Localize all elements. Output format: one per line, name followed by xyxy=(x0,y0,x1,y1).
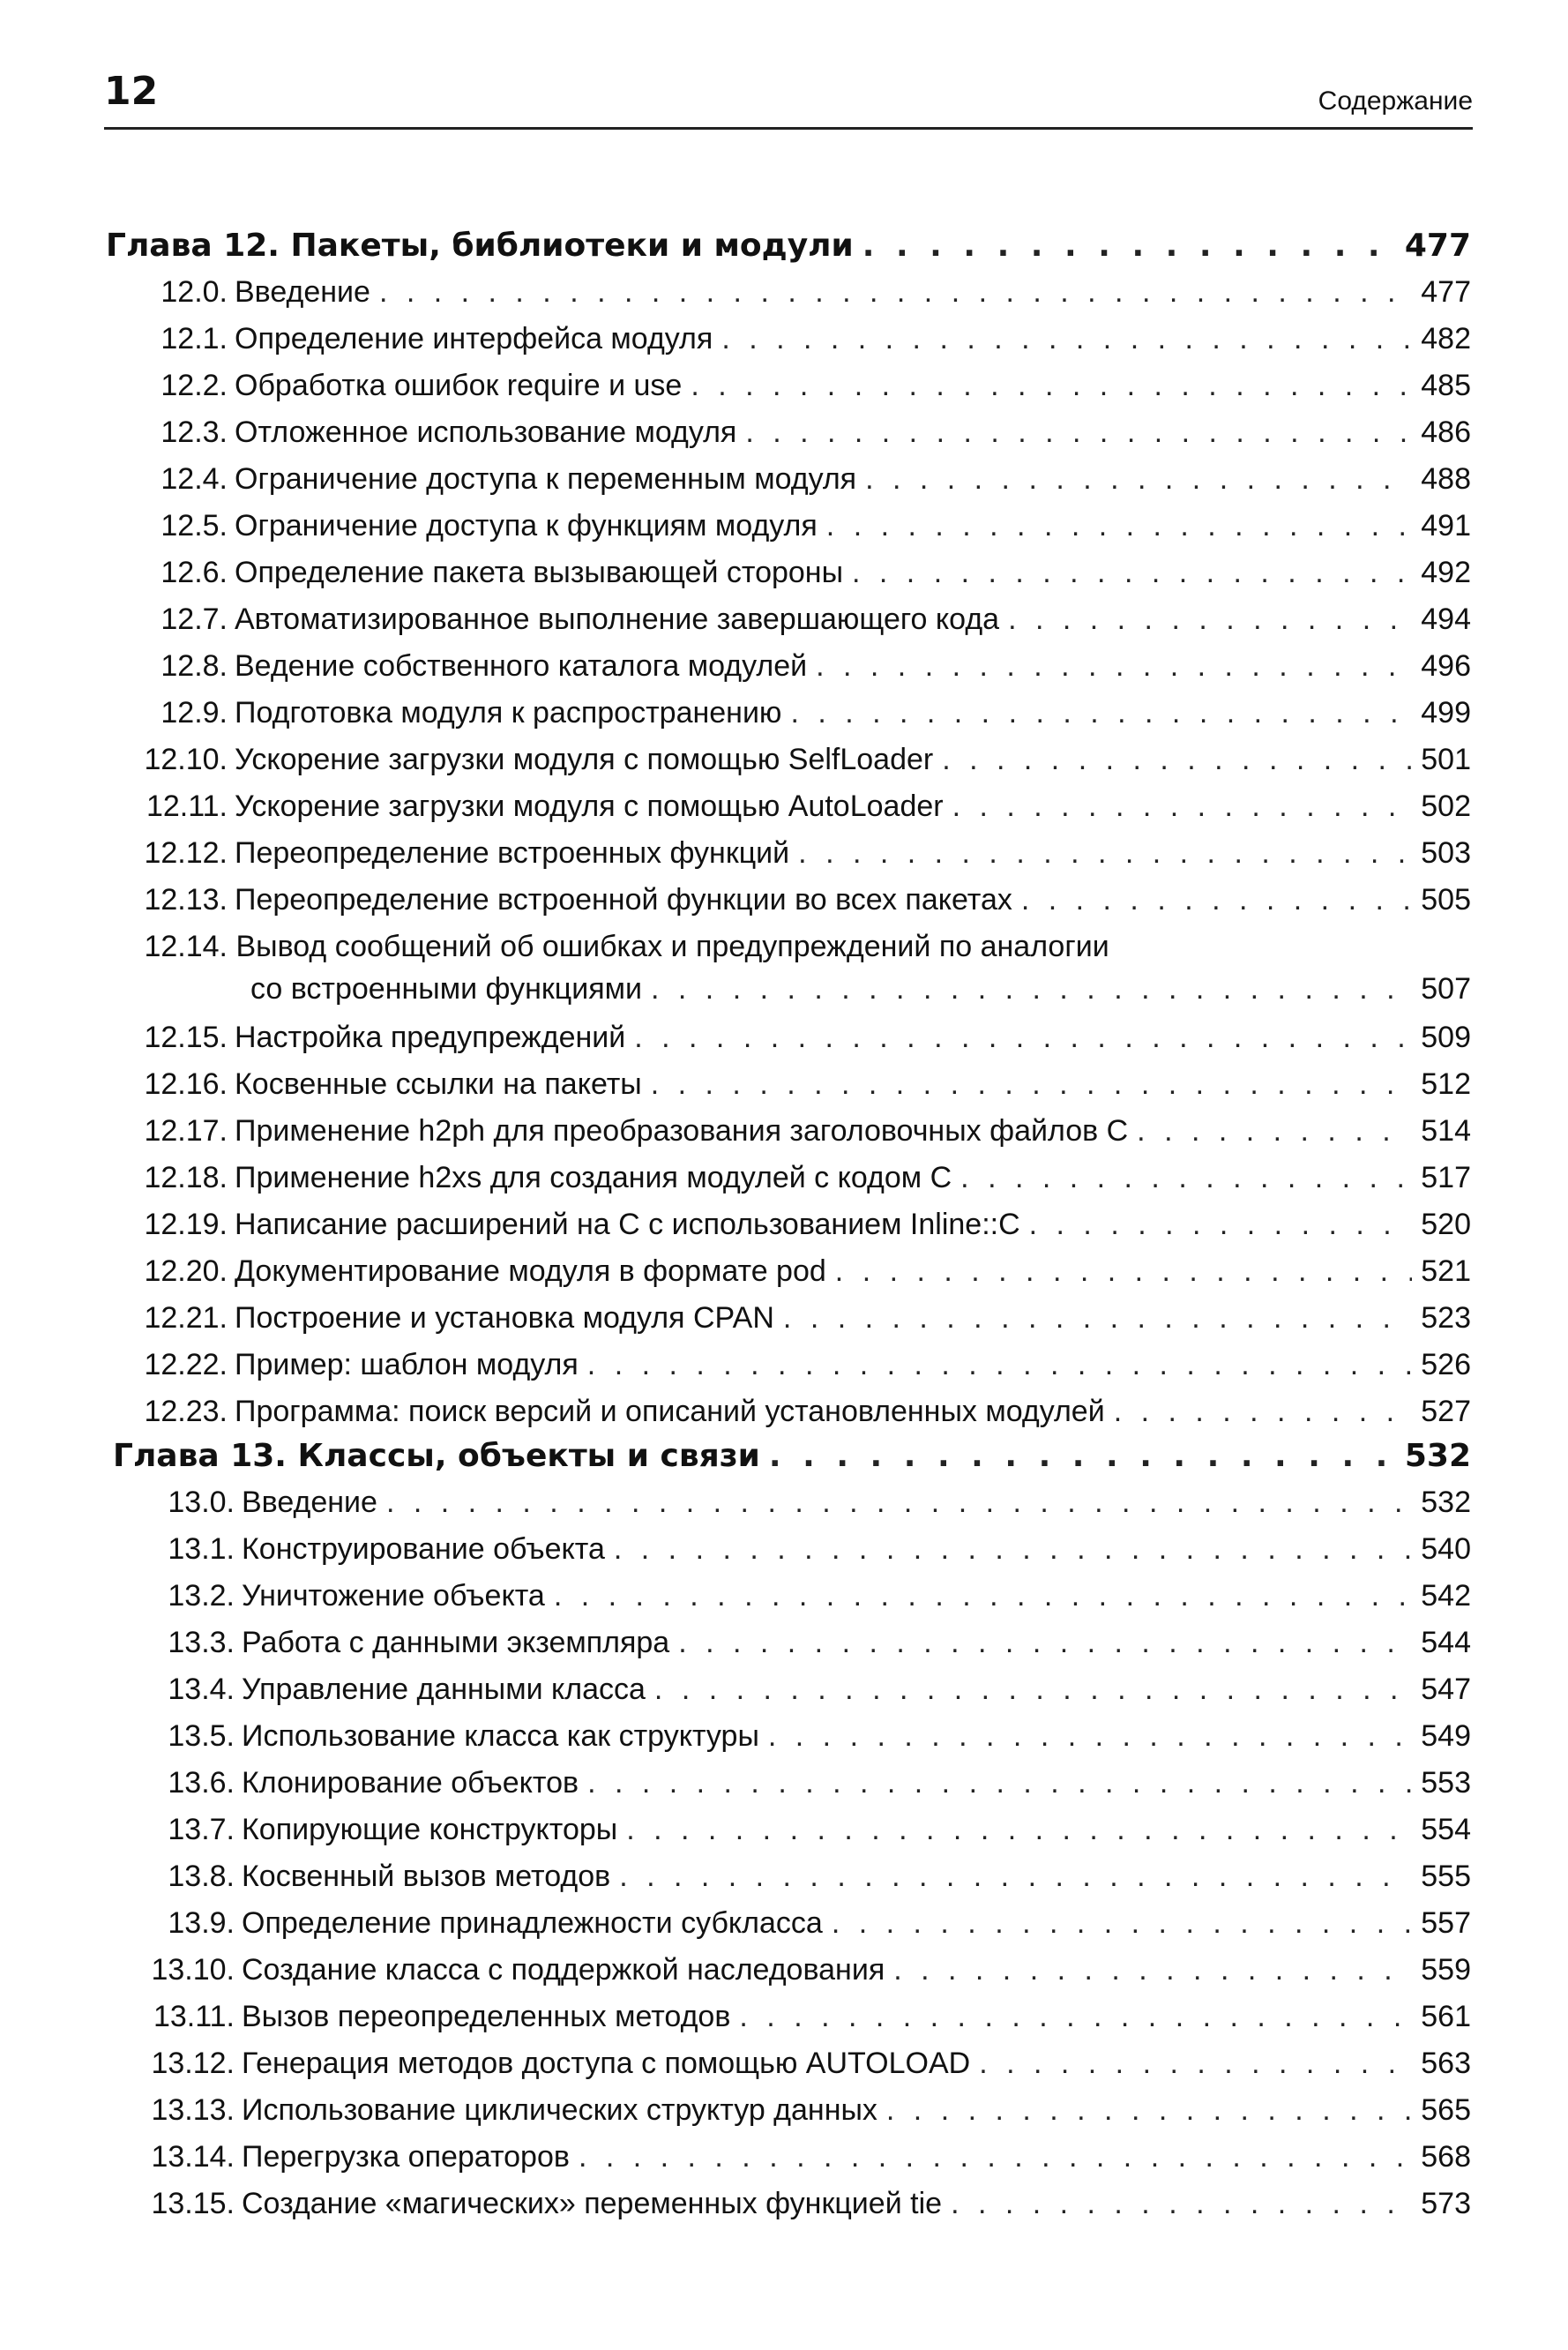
entry-number: 12.17. xyxy=(144,1113,228,1148)
entry-page: 544 xyxy=(1421,1626,1471,1660)
dot-leader xyxy=(713,322,1412,356)
entry-page: 573 xyxy=(1421,2187,1471,2221)
toc-entry[interactable] xyxy=(129,1906,1471,1941)
toc-entry[interactable] xyxy=(122,1208,1471,1242)
entry-title: Создание класса с поддержкой наследования xyxy=(242,1953,885,1987)
entry-page: 542 xyxy=(1421,1579,1471,1613)
toc-entry[interactable] xyxy=(129,1673,1471,1707)
entry-title: Написание расширений на С с использованием Inline::C xyxy=(235,1207,1020,1241)
entry-page: 532 xyxy=(1421,1486,1471,1520)
entry-number: 12.19. xyxy=(144,1207,228,1241)
entry-title: Перегрузка операторов xyxy=(242,2140,570,2174)
entry-title: Настройка предупреждений xyxy=(235,1020,626,1054)
toc-entry[interactable] xyxy=(122,369,1471,403)
entry-number: 12.14. xyxy=(144,930,228,964)
entry-page: 501 xyxy=(1421,743,1471,777)
entry-page: 502 xyxy=(1421,790,1471,824)
entry-page: 557 xyxy=(1421,1906,1471,1941)
entry-number: 12.23. xyxy=(144,1394,228,1428)
entry-page: 526 xyxy=(1421,1347,1471,1381)
entry-number: 12.1. xyxy=(161,322,228,356)
entry-title: Документирование модуля в формате pod xyxy=(235,1254,826,1288)
toc-entry[interactable] xyxy=(122,462,1471,497)
entry-number: 12.15. xyxy=(144,1020,228,1054)
dot-leader xyxy=(759,1719,1412,1754)
entry-number: 13.7. xyxy=(168,1813,235,1847)
dot-leader xyxy=(669,1626,1412,1660)
entry-page: 523 xyxy=(1421,1300,1471,1335)
entry-number: 12.13. xyxy=(144,883,228,917)
entry-page: 540 xyxy=(1421,1532,1471,1567)
toc-entry[interactable] xyxy=(129,2140,1471,2174)
toc-entry[interactable] xyxy=(122,883,1471,917)
entry-number: 12.20. xyxy=(144,1254,228,1288)
entry-page: 527 xyxy=(1421,1394,1471,1428)
entry-number: 13.13. xyxy=(151,2093,235,2128)
dot-leader xyxy=(944,790,1413,824)
dot-leader xyxy=(885,1953,1412,1987)
dot-leader xyxy=(1105,1395,1413,1429)
entry-title: Программа: поиск версий и описаний установленных модулей xyxy=(235,1394,1105,1428)
entry-title: Введение xyxy=(235,275,370,310)
entry-number: 12.6. xyxy=(161,556,228,590)
toc-entry[interactable] xyxy=(122,1348,1471,1382)
entry-title: Косвенный вызов методов xyxy=(242,1860,611,1894)
entry-number: 13.11. xyxy=(153,2000,235,2034)
entry-page: 496 xyxy=(1421,649,1471,684)
chapter-heading[interactable] xyxy=(113,1438,1471,1474)
dot-leader xyxy=(952,1161,1412,1195)
entry-title: Косвенные ссылки на пакеты xyxy=(235,1066,642,1101)
toc-entry[interactable] xyxy=(129,1626,1471,1660)
dot-leader xyxy=(1012,883,1412,917)
entry-number: 13.10. xyxy=(151,1953,235,1987)
entry-number: 12.9. xyxy=(161,696,228,730)
entry-title: Введение xyxy=(242,1486,377,1520)
entry-page: 488 xyxy=(1421,462,1471,497)
dot-leader xyxy=(877,2093,1412,2128)
toc-entry-first-line xyxy=(131,930,1109,964)
entry-title: Вызов переопределенных методов xyxy=(242,2000,731,2034)
toc-entry[interactable] xyxy=(122,696,1471,730)
entry-number: 12.18. xyxy=(144,1160,228,1194)
chapter-title: Глава 13. Классы, объекты и связи xyxy=(113,1438,760,1474)
dot-leader xyxy=(617,1813,1412,1847)
dot-leader xyxy=(1020,1208,1413,1242)
entry-number: 13.2. xyxy=(168,1579,235,1613)
toc-entry[interactable] xyxy=(129,1486,1471,1520)
toc-entry[interactable] xyxy=(122,602,1471,637)
chapter-page: 532 xyxy=(1404,1438,1471,1474)
entry-page: 563 xyxy=(1421,2047,1471,2081)
dot-leader xyxy=(370,275,1412,310)
toc-entry[interactable] xyxy=(129,2000,1471,2034)
entry-title: Переопределение встроенной функции во всех пакетах xyxy=(235,883,1012,917)
entry-title: Создание «магических» переменных функцией tie xyxy=(242,2187,943,2221)
entry-number: 12.3. xyxy=(161,415,228,450)
toc-entry[interactable] xyxy=(122,649,1471,684)
entry-page: 477 xyxy=(1421,275,1471,310)
entry-title: Ведение собственного каталога модулей xyxy=(235,649,808,684)
toc-entry[interactable] xyxy=(122,1301,1471,1336)
dot-leader xyxy=(646,1673,1412,1707)
dot-leader xyxy=(377,1486,1412,1520)
dot-leader xyxy=(789,836,1412,871)
entry-page: 503 xyxy=(1421,836,1471,871)
entry-title: Уничтожение объекта xyxy=(242,1579,545,1613)
dot-leader xyxy=(826,1254,1412,1289)
toc-entry[interactable] xyxy=(129,1719,1471,1754)
entry-title: Подготовка модуля к распространению xyxy=(235,696,782,730)
entry-page: 553 xyxy=(1421,1766,1471,1800)
toc-entry[interactable] xyxy=(122,415,1471,450)
toc-entry[interactable] xyxy=(129,1766,1471,1800)
entry-title: Определение пакета вызывающей стороны xyxy=(235,556,844,590)
entry-page: 521 xyxy=(1421,1254,1471,1288)
entry-title: Ускорение загрузки модуля с помощью AutoLoader xyxy=(235,790,944,824)
entry-number: 12.8. xyxy=(161,649,228,684)
toc-entry[interactable] xyxy=(129,1532,1471,1567)
toc-entry[interactable] xyxy=(122,1395,1471,1429)
entry-page: 514 xyxy=(1421,1113,1471,1148)
toc-entry[interactable] xyxy=(122,790,1471,824)
dot-leader xyxy=(856,462,1412,497)
entry-title: Генерация методов доступа с помощью AUTOLOAD xyxy=(242,2047,971,2081)
entry-title: Переопределение встроенных функций xyxy=(235,836,790,871)
dot-leader xyxy=(854,228,1396,264)
entry-title: Конструирование объекта xyxy=(242,1532,605,1567)
entry-page: 549 xyxy=(1421,1719,1471,1754)
page-header xyxy=(104,64,1473,130)
entry-number: 13.12. xyxy=(151,2047,235,2081)
entry-page: 512 xyxy=(1421,1066,1471,1101)
entry-number: 13.15. xyxy=(151,2187,235,2221)
dot-leader xyxy=(605,1532,1412,1567)
dot-leader xyxy=(730,2000,1412,2034)
entry-title: Использование циклических структур данных xyxy=(242,2093,877,2128)
toc-entry[interactable] xyxy=(129,2047,1471,2081)
entry-page: 485 xyxy=(1421,369,1471,403)
entry-number: 12.11. xyxy=(146,790,228,824)
entry-title: со встроенными функциями xyxy=(250,972,643,1007)
dot-leader xyxy=(843,556,1412,590)
dot-leader xyxy=(970,2047,1412,2081)
entry-title: Применение h2ph для преобразования заголовочных файлов С xyxy=(235,1113,1129,1148)
entry-page: 517 xyxy=(1421,1160,1471,1194)
entry-page: 520 xyxy=(1421,1207,1471,1241)
page-number: 12 xyxy=(104,69,159,114)
toc-entry[interactable] xyxy=(129,1579,1471,1613)
entry-page: 492 xyxy=(1421,556,1471,590)
toc-entry[interactable] xyxy=(122,1067,1471,1102)
entry-title: Обработка ошибок require и use xyxy=(235,369,683,403)
entry-page: 507 xyxy=(1421,972,1471,1007)
entry-number: 13.6. xyxy=(168,1766,235,1800)
entry-number: 13.3. xyxy=(168,1626,235,1660)
toc-entry[interactable] xyxy=(122,743,1471,777)
entry-title: Работа с данными экземпляра xyxy=(242,1626,670,1660)
entry-page: 499 xyxy=(1421,696,1471,730)
entry-number: 13.9. xyxy=(168,1906,235,1941)
entry-page: 505 xyxy=(1421,883,1471,917)
dot-leader xyxy=(625,1021,1412,1055)
toc-entry[interactable] xyxy=(129,1813,1471,1847)
dot-leader xyxy=(933,743,1412,777)
entry-title: Построение и установка модуля CPAN xyxy=(235,1300,774,1335)
entry-number: 13.0. xyxy=(168,1486,235,1520)
dot-leader xyxy=(545,1579,1412,1613)
toc-entry[interactable] xyxy=(129,2093,1471,2128)
toc-entry[interactable] xyxy=(122,1161,1471,1195)
entry-title: Управление данными класса xyxy=(242,1673,646,1707)
dot-leader xyxy=(570,2140,1412,2174)
dot-leader xyxy=(942,2187,1412,2221)
dot-leader xyxy=(682,369,1412,403)
running-head: Содержание xyxy=(1318,86,1473,116)
dot-leader xyxy=(642,1067,1413,1102)
entry-page: 565 xyxy=(1421,2093,1471,2128)
entry-title: Ускорение загрузки модуля с помощью SelfLoader xyxy=(235,743,934,777)
entry-number: 13.4. xyxy=(168,1673,235,1707)
entry-page: 509 xyxy=(1421,1020,1471,1054)
dot-leader xyxy=(774,1301,1412,1336)
entry-title-line1: Вывод сообщений об ошибках и предупреждений по аналогии xyxy=(235,930,1109,964)
entry-title: Использование класса как структуры xyxy=(242,1719,759,1754)
dot-leader xyxy=(736,415,1412,450)
toc-entry[interactable] xyxy=(129,1860,1471,1894)
chapter-heading[interactable] xyxy=(106,228,1471,264)
entry-title: Применение h2xs для создания модулей с кодом С xyxy=(235,1160,952,1194)
entry-title: Ограничение доступа к функциям модуля xyxy=(235,509,818,543)
toc-entry[interactable] xyxy=(122,836,1471,871)
entry-title: Автоматизированное выполнение завершающего кода xyxy=(235,602,1000,637)
toc-entry[interactable] xyxy=(122,556,1471,590)
toc-entry[interactable] xyxy=(129,1953,1471,1987)
toc-entry[interactable] xyxy=(122,275,1471,310)
entry-title: Отложенное использование модуля xyxy=(235,415,737,450)
entry-number: 13.1. xyxy=(168,1532,235,1567)
toc-entry[interactable] xyxy=(250,972,1471,1007)
entry-page: 554 xyxy=(1421,1813,1471,1847)
entry-page: 561 xyxy=(1421,2000,1471,2034)
entry-page: 486 xyxy=(1421,415,1471,450)
entry-title: Пример: шаблон модуля xyxy=(235,1347,579,1381)
dot-leader xyxy=(818,509,1412,543)
dot-leader xyxy=(781,696,1412,730)
entry-page: 547 xyxy=(1421,1673,1471,1707)
entry-page: 494 xyxy=(1421,602,1471,637)
entry-number: 12.12. xyxy=(144,836,228,871)
dot-leader xyxy=(807,649,1412,684)
entry-number: 12.10. xyxy=(144,743,228,777)
entry-number: 12.5. xyxy=(161,509,228,543)
toc-entry[interactable] xyxy=(122,1021,1471,1055)
entry-number: 12.2. xyxy=(161,369,228,403)
toc-entry[interactable] xyxy=(122,1114,1471,1149)
dot-leader xyxy=(823,1906,1412,1941)
entry-title: Клонирование объектов xyxy=(242,1766,579,1800)
entry-title: Определение интерфейса модуля xyxy=(235,322,713,356)
dot-leader xyxy=(579,1766,1412,1800)
chapter-page: 477 xyxy=(1404,228,1471,264)
dot-leader xyxy=(999,602,1412,637)
toc-entry[interactable] xyxy=(129,2187,1471,2221)
entry-number: 12.4. xyxy=(161,462,228,497)
toc-entry[interactable] xyxy=(122,509,1471,543)
entry-number: 12.7. xyxy=(161,602,228,637)
entry-title: Копирующие конструкторы xyxy=(242,1813,618,1847)
toc-entry[interactable] xyxy=(122,1254,1471,1289)
dot-leader xyxy=(610,1860,1412,1894)
dot-leader xyxy=(1128,1114,1412,1149)
entry-number: 13.5. xyxy=(168,1719,235,1754)
entry-number: 12.16. xyxy=(144,1066,228,1101)
dot-leader xyxy=(579,1348,1412,1382)
entry-number: 13.14. xyxy=(151,2140,235,2174)
entry-title: Определение принадлежности субкласса xyxy=(242,1906,823,1941)
toc-entry[interactable] xyxy=(122,322,1471,356)
entry-number: 12.22. xyxy=(144,1347,228,1381)
dot-leader xyxy=(760,1438,1396,1474)
entry-page: 559 xyxy=(1421,1953,1471,1987)
entry-number: 12.21. xyxy=(144,1300,228,1335)
entry-page: 568 xyxy=(1421,2140,1471,2174)
entry-title: Ограничение доступа к переменным модуля xyxy=(235,462,857,497)
entry-page: 555 xyxy=(1421,1860,1471,1894)
chapter-title: Глава 12. Пакеты, библиотеки и модули xyxy=(106,228,854,264)
entry-page: 491 xyxy=(1421,509,1471,543)
entry-page: 482 xyxy=(1421,322,1471,356)
entry-number: 12.0. xyxy=(161,275,228,310)
entry-number: 13.8. xyxy=(168,1860,235,1894)
dot-leader xyxy=(642,972,1412,1007)
